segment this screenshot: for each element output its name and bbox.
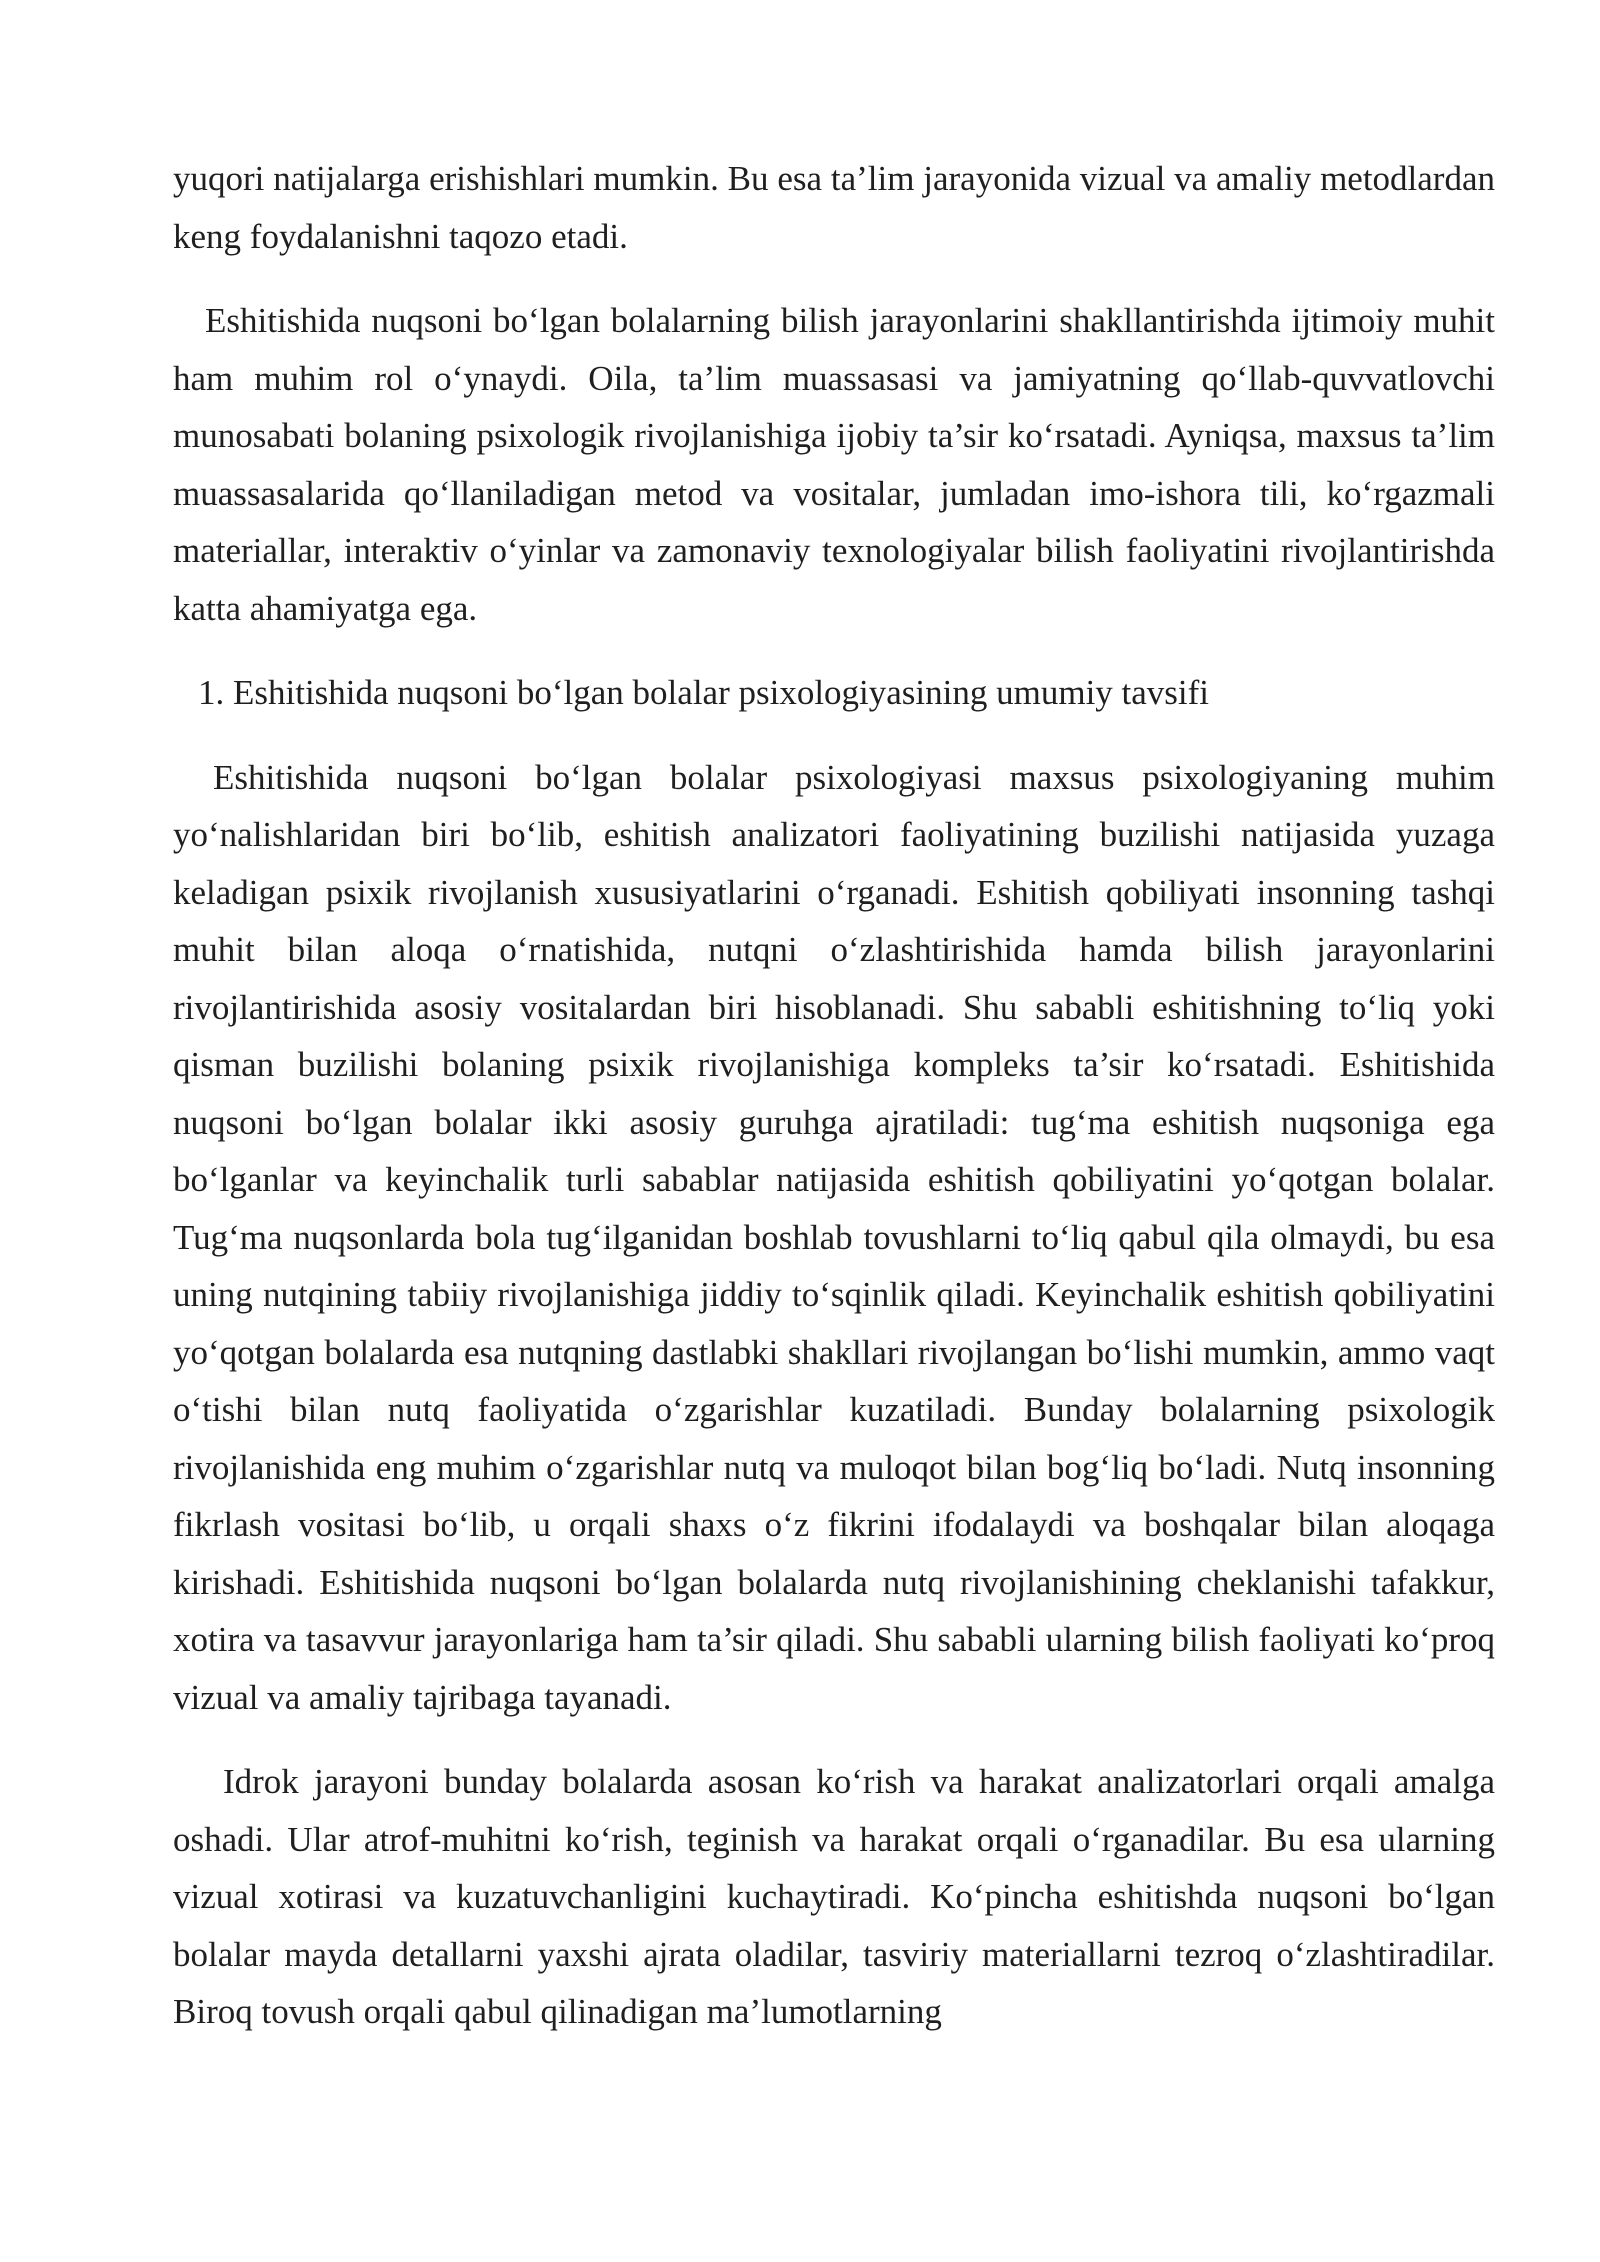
paragraph-perception: Idrok jarayoni bunday bolalarda asosan ko‘rish va harakat analizatorlari orqali amalga oshadi. Ular atrof-muhitni ko‘rish, teginish va harakat orqali o‘rganadilar. Bu esa ularning vizual xotirasi va kuzatuvchanligini kuchaytiradi. Ko‘pincha eshitishda nuqsoni bo‘lgan bolalar mayda detallarni yaxshi ajrata oladilar, tasviriy materiallarni tezroq o‘zlashtiradilar. Biroq tovush orqali qabul qilinadigan ma’lumotlarning [173, 1762, 1495, 2031]
paragraph-psychology-overview: Eshitishida nuqsoni bo‘lgan bolalar psixologiyasi maxsus psixologiyaning muhim yo‘nalishlaridan biri bo‘lib, eshitish analizatori faoliyatining buzilishi natijasida yuzaga keladigan psixik rivojlanish xususiyatlarini o‘rganadi. Eshitish qobiliyati insonning tashqi muhit bilan aloqa o‘rnatishida, nutqni o‘zlashtirishida hamda bilish jarayonlarini rivojlantirishida asosiy vositalardan biri hisoblanadi. Shu sababli eshitishning to‘liq yoki qisman buzilishi bolaning psixik rivojlanishiga kompleks ta’sir ko‘rsatadi. Eshitishida nuqsoni bo‘lgan bolalar ikki asosiy guruhga ajratiladi: tug‘ma eshitish nuqsoniga ega bo‘lganlar va keyinchalik turli sabablar natijasida eshitish qobiliyatini yo‘qotgan bolalar. Tug‘ma nuqsonlarda bola tug‘ilganidan boshlab tovushlarni to‘liq qabul qila olmaydi, bu esa uning nutqining tabiiy rivojlanishiga jiddiy to‘sqinlik qiladi. Keyinchalik eshitish qobiliyatini yo‘qotgan bolalarda esa nutqning dastlabki shakllari rivojlangan bo‘lishi mumkin, ammo vaqt o‘tishi bilan nutq faoliyatida o‘zgarishlar kuzatiladi. Bunday bolalarning psixologik rivojlanishida eng muhim o‘zgarishlar nutq va muloqot bilan bog‘liq bo‘ladi. Nutq insonning fikrlash vositasi bo‘lib, u orqali shaxs o‘z fikrini ifodalaydi va boshqalar bilan aloqaga kirishadi. Eshitishida nuqsoni bo‘lgan bolalarda nutq rivojlanishining cheklanishi tafakkur, xotira va tasavvur jarayonlariga ham ta’sir qiladi. Shu sababli ularning bilish faoliyati ko‘proq vizual va amaliy tajribaga tayanadi. [173, 757, 1495, 1717]
section-heading: 1. Eshitishida nuqsoni bo‘lgan bolalar psixologiyasining umumiy tavsifi [198, 673, 1210, 712]
paragraph-continuation: yuqori natijalarga erishishlari mumkin. Bu esa ta’lim jarayonida vizual va amaliy metodlardan keng foydalanishni taqozo etadi. [173, 159, 1495, 256]
document-page [173, 150, 1495, 2041]
paragraph-social-environment: Eshitishida nuqsoni bo‘lgan bolalarning bilish jarayonlarini shakllantirishda ijtimoiy muhit ham muhim rol o‘ynaydi. Oila, ta’lim muassasasi va jamiyatning qo‘llab-quvvatlovchi munosabati bolaning psixologik rivojlanishiga ijobiy ta’sir ko‘rsatadi. Ayniqsa, maxsus ta’lim muassasalarida qo‘llaniladigan metod va vositalar, jumladan imo-ishora tili, ko‘rgazmali materiallar, interaktiv o‘yinlar va zamonaviy texnologiyalar bilish faoliyatini rivojlantirishda katta ahamiyatga ega. [173, 301, 1495, 628]
